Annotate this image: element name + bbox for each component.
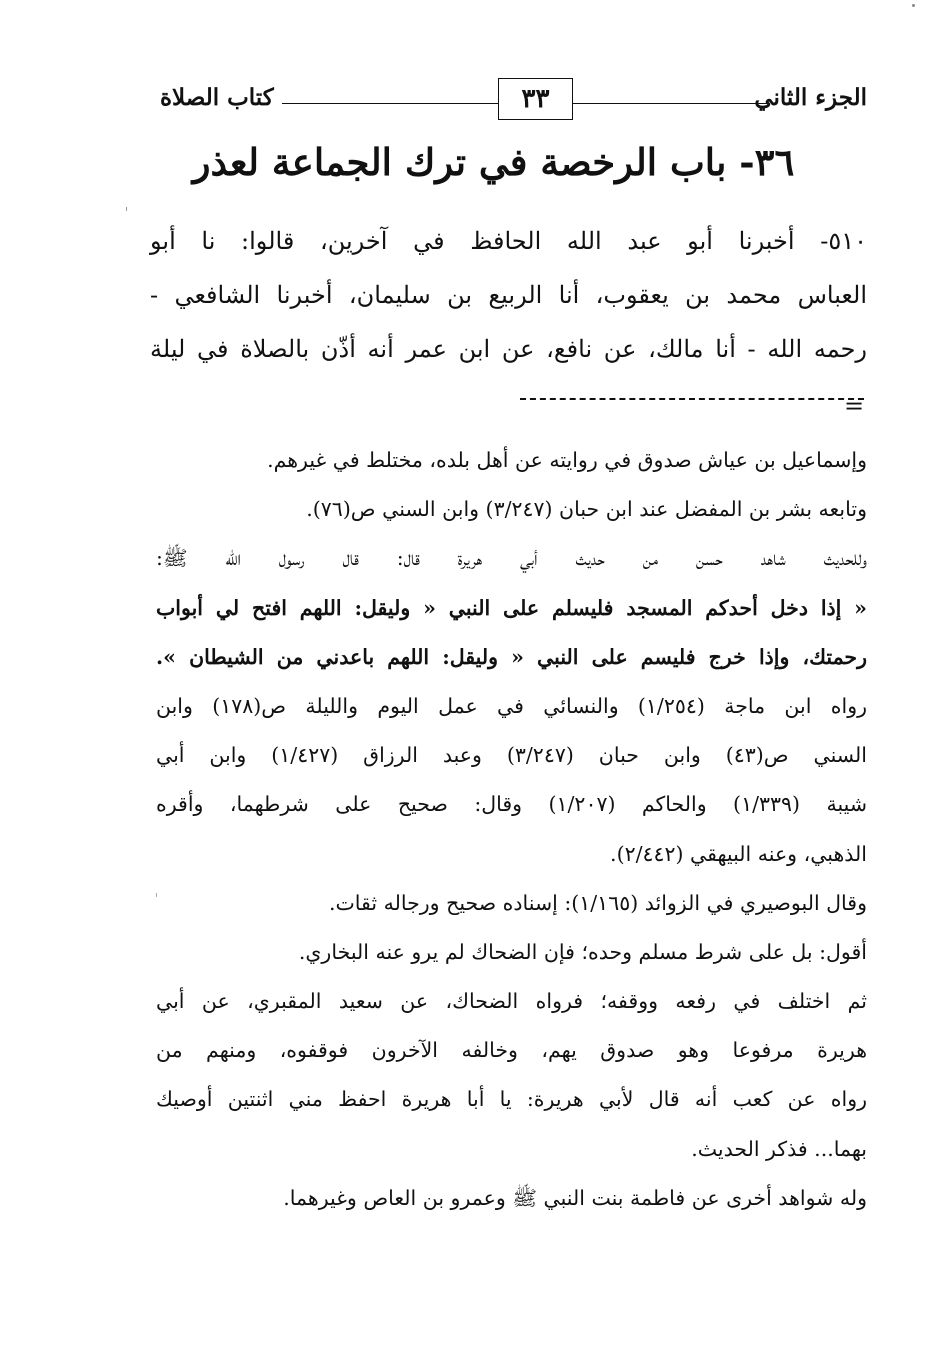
gutter-mark — [156, 893, 157, 897]
header-rule-right — [573, 103, 767, 104]
scan-speck — [912, 4, 915, 7]
note-line: وقال البوصيري في الزوائد (١/١٦٥): إسناده صحيح ورجاله ثقات. — [328, 890, 867, 915]
note-line: شيبة (١/٣٣٩) والحاكم (١/٢٠٧) وقال: صحيح على شرطهما، وأقره — [156, 792, 867, 817]
note-line-hadith: « إذا دخل أحدكم المسجد فليسلم على النبي « وليقل: اللهم افتح لي أبواب — [156, 595, 867, 620]
note-line: وتابعه بشر بن المفضل عند ابن حبان (٣/٢٤٧) وابن السني ص(٧٦). — [306, 497, 867, 522]
chapter-title: ٣٦- باب الرخصة في ترك الجماعة لعذر — [192, 140, 795, 184]
note-line: وله شواهد أخرى عن فاطمة بنت النبي ﷺ وعمرو بن العاص وغيرهما. — [283, 1185, 867, 1210]
page-number-box: ٣٣ — [498, 78, 573, 120]
note-line-hadith: رحمتك، وإذا خرج فليسم على النبي « وليقل: اللهم باعدني من الشيطان ». — [156, 644, 867, 669]
header-rule-left — [282, 103, 498, 104]
note-line: رواه ابن ماجة (١/٢٥٤) والنسائي في عمل اليوم والليلة ص(١٧٨) وابن — [156, 693, 868, 718]
note-line: السني ص(٤٣) وابن حبان (٣/٢٤٧) وعبد الرزاق (١/٤٢٧) وابن أبي — [156, 743, 867, 768]
note-line: وللحديث شاهد حسن من حديث أبي هريرة قال: قال رسول الله ﷺ: — [156, 546, 867, 571]
main-line: رحمه الله - أنا مالك، عن نافع، عن ابن عمر أنه أذّن بالصلاة في ليلة — [150, 335, 867, 363]
header-book-title: كتاب الصلاة — [160, 84, 274, 111]
note-line: وإسماعيل بن عياش صدوق في روايته عن أهل بلده، مختلط في غيرهم. — [267, 448, 867, 472]
main-line: ٥١٠- أخبرنا أبو عبد الله الحافظ في آخرين، قالوا: نا أبو — [150, 227, 867, 255]
note-line: أقول: بل على شرط مسلم وحده؛ فإن الضحاك لم يرو عنه البخاري. — [298, 939, 867, 964]
note-line: الذهبي، وعنه البيهقي (٢/٤٤٢). — [610, 841, 867, 866]
note-line: هريرة مرفوعا وهو صدوق يهم، وخالفه الآخرون فوقفوه، ومنهم من — [156, 1038, 867, 1063]
header-volume: الجزء الثاني — [754, 84, 867, 111]
note-line: ثم اختلف في رفعه ووقفه؛ فرواه الضحاك، عن سعيد المقبري، عن أبي — [156, 989, 867, 1014]
gutter-mark — [126, 207, 127, 211]
footnote-separator — [520, 398, 864, 400]
footnote-continuation-mark: = — [844, 392, 865, 420]
main-text — [150, 214, 867, 376]
note-line: بهما... فذكر الحديث. — [691, 1136, 867, 1161]
footnotes — [156, 436, 867, 1223]
main-line: العباس محمد بن يعقوب، أنا الربيع بن سليمان، أخبرنا الشافعي - — [150, 281, 867, 309]
note-line: رواه عن كعب أنه قال لأبي هريرة: يا أبا هريرة احفظ مني اثنتين أوصيك — [156, 1087, 867, 1112]
